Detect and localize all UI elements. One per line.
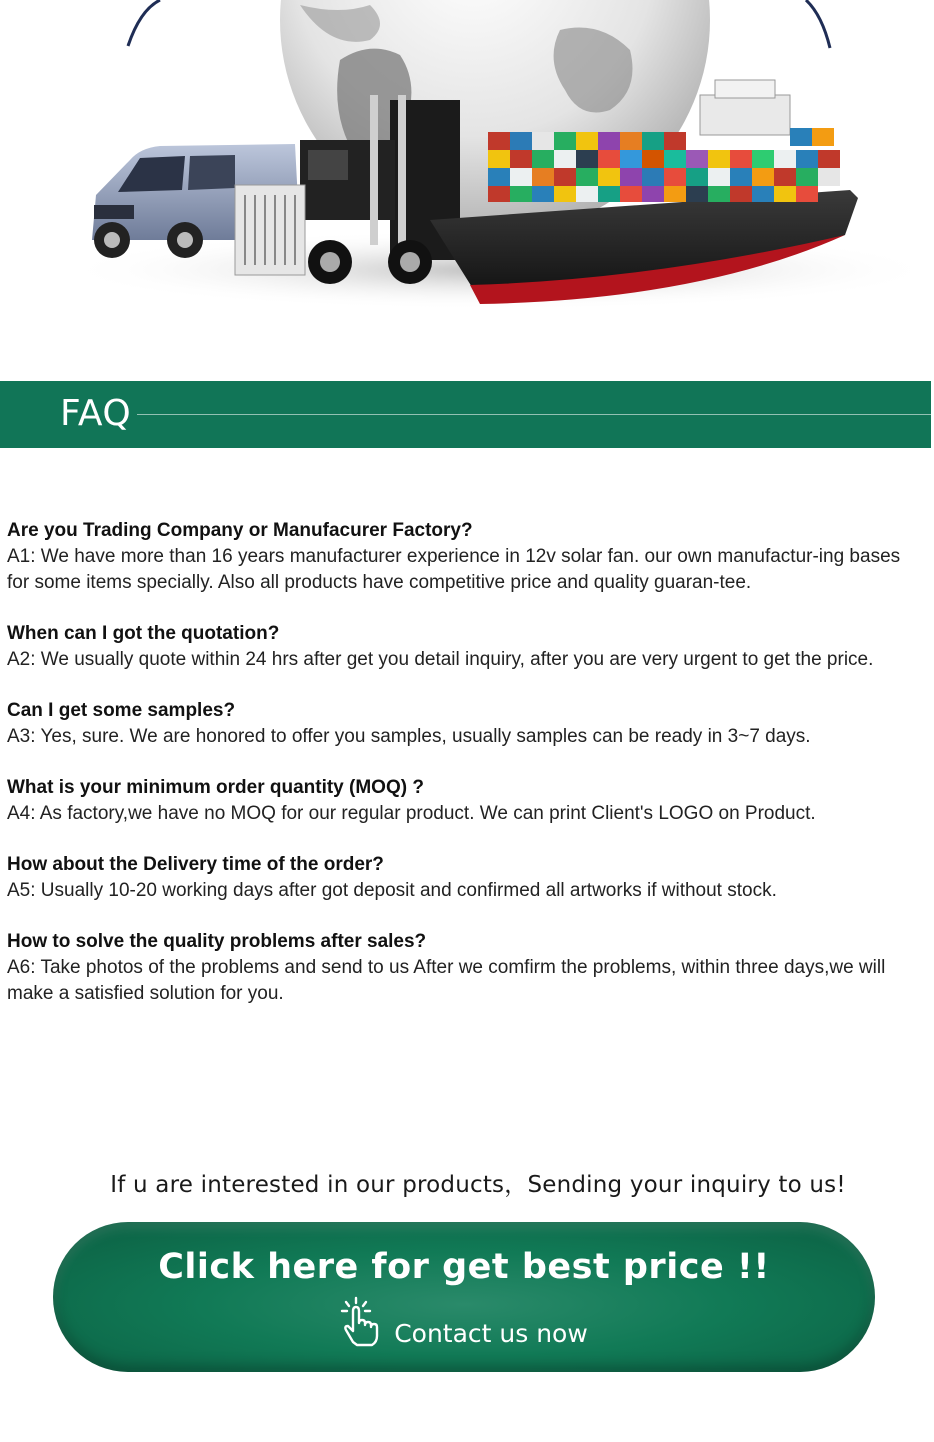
faq-question: What is your minimum order quantity (MOQ) ? [7, 777, 424, 798]
faq-list [7, 518, 927, 1032]
hero-logistics-image [0, 0, 934, 360]
faq-answer: A1: We have more than 16 years manufacturer experience in 12v solar fan. our own manufactur-ing bases for some items specially. Also all products have competitive price and quality guaran-tee. [7, 546, 901, 593]
faq-question: When can I got the quotation? [7, 623, 280, 644]
contact-us-link[interactable] [53, 1318, 875, 1348]
faq-item [7, 775, 927, 827]
faq-item [7, 621, 927, 673]
faq-question: How about the Delivery time of the order? [7, 854, 384, 875]
faq-answer: A4: As factory,we have no MOQ for our regular product. We can print Client's LOGO on Product. [7, 803, 816, 824]
faq-answer: A6: Take photos of the problems and send to us After we comfirm the problems, within three days,we will make a satisfied solution for you. [7, 957, 886, 1004]
faq-item [7, 852, 927, 904]
faq-item [7, 698, 927, 750]
faq-title: FAQ [60, 393, 137, 435]
faq-question: How to solve the quality problems after sales? [7, 931, 427, 952]
faq-answer: A5: Usually 10-20 working days after got deposit and confirmed all artworks if without stock. [7, 880, 777, 901]
faq-item [7, 518, 927, 596]
faq-answer: A2: We usually quote within 24 hrs after get you detail inquiry, after you are very urgent to get the price. [7, 649, 874, 670]
cta-main-label: Click here for get best price !! [158, 1247, 770, 1287]
pointing-hand-icon [340, 1296, 380, 1348]
contact-us-label: Contact us now [394, 1318, 588, 1348]
faq-question: Can I get some samples? [7, 700, 236, 721]
faq-section-header [0, 381, 931, 448]
header-divider-line [120, 414, 931, 415]
get-best-price-button[interactable] [53, 1222, 875, 1372]
inquiry-prompt: If u are interested in our products，Sending your inquiry to us! [110, 1172, 846, 1198]
faq-answer: A3: Yes, sure. We are honored to offer you samples, usually samples can be ready in 3~7 days. [7, 726, 811, 747]
faq-item [7, 929, 927, 1007]
faq-question: Are you Trading Company or Manufacurer Factory? [7, 520, 473, 541]
